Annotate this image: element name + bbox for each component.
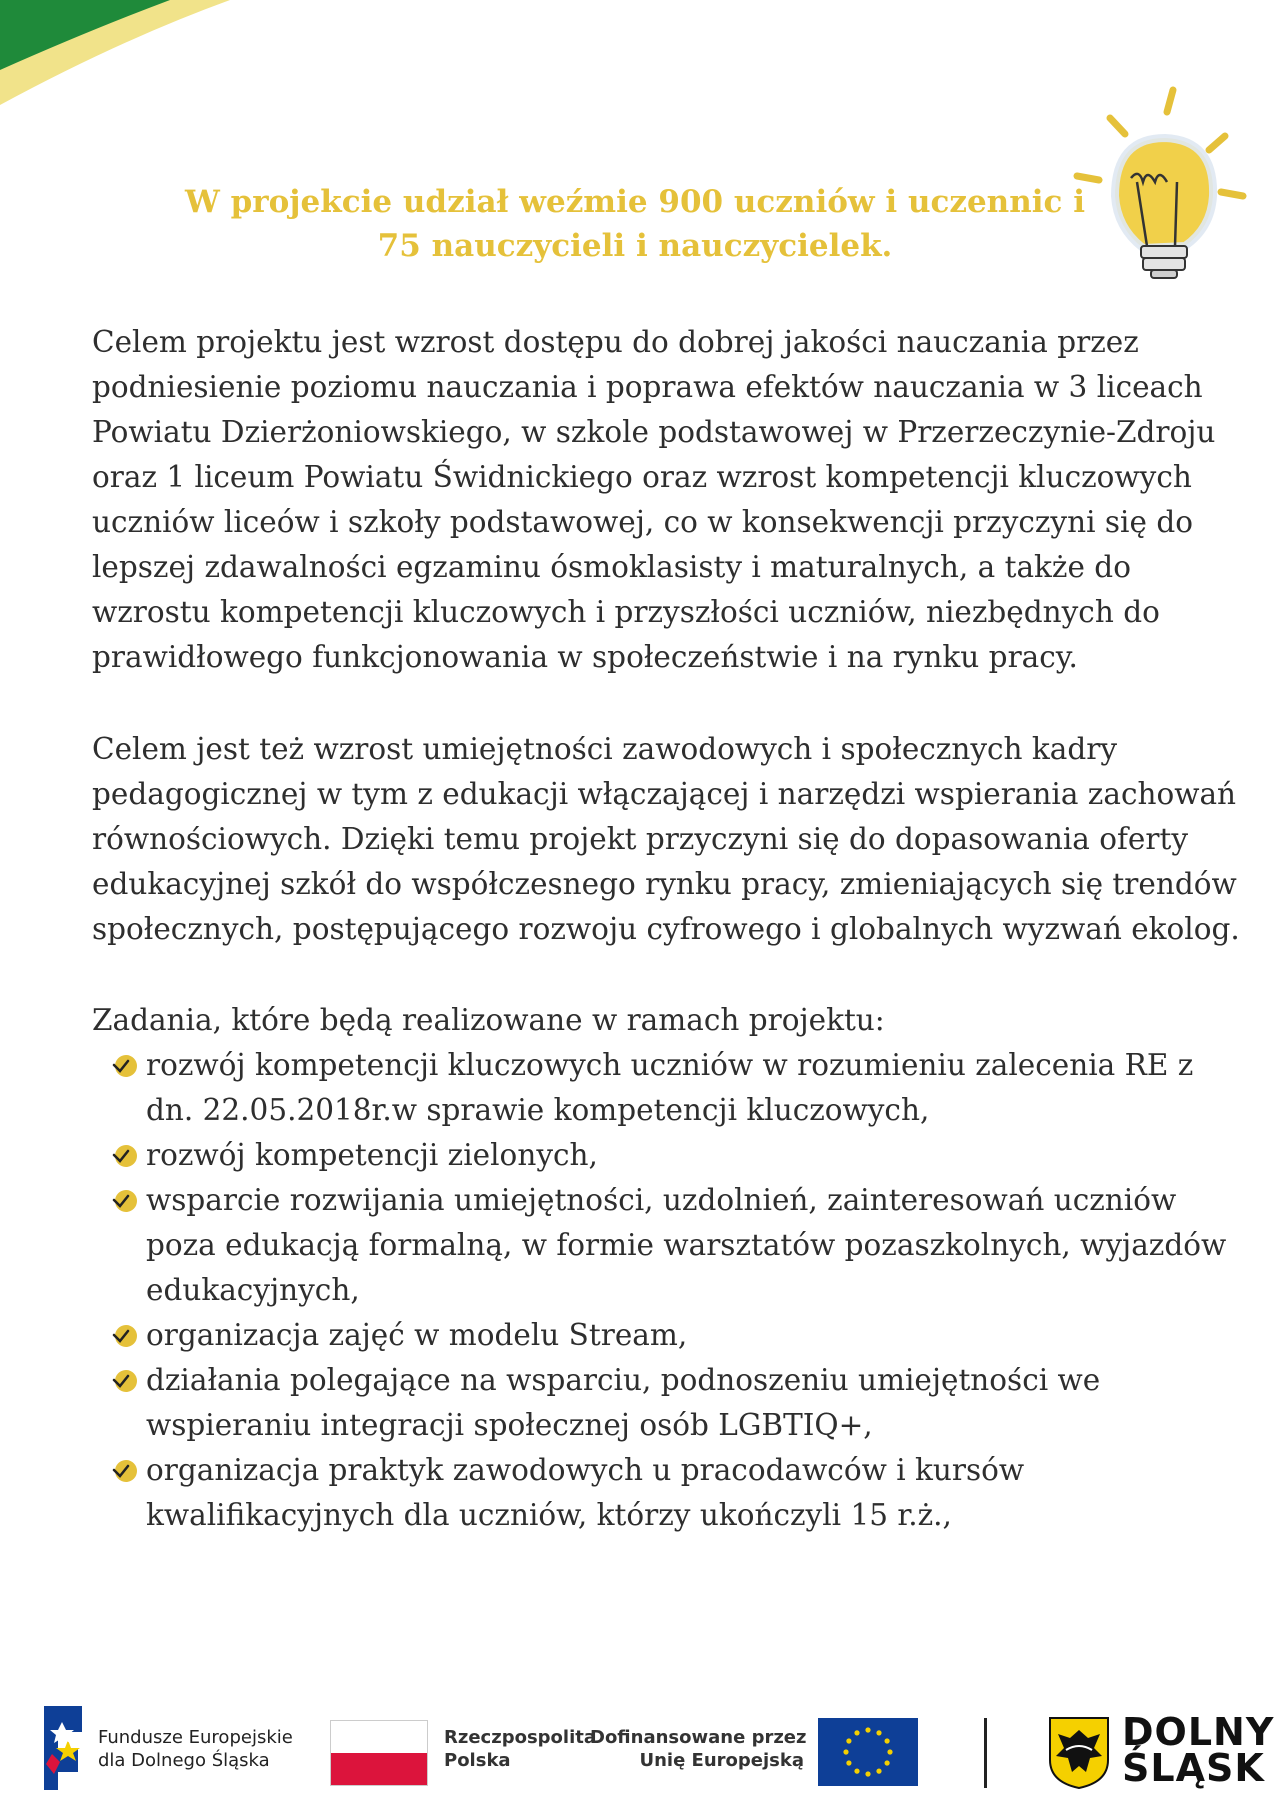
task-item [92,1178,1227,1313]
task-line: poza edukacją formalną, w formie warsztatów pozaszkolnych, wyjazdów [146,1228,1227,1262]
eu-star-icon [885,1738,890,1743]
task-item [92,1313,1212,1358]
paragraph-line: prawidłowego funkcjonowania w społeczeństwie i na rynku pracy. [92,640,1078,674]
paragraph-line: pedagogicznej w tym z edukacji włączającej i narzędzi wspierania zachowań [92,777,1237,811]
task-line: edukacyjnych, [146,1273,360,1307]
european-funds-label [98,1726,293,1772]
eu-flag-icon [818,1718,918,1786]
paragraph-line: podniesienie poziomu nauczania i poprawa efektów nauczania w 3 liceach [92,370,1203,404]
check-bullet-icon [112,1053,138,1079]
tasks-intro: Zadania, które będą realizowane w ramach projektu: [92,1003,885,1037]
eu-star-icon [885,1760,890,1765]
paragraph-goal [92,320,1216,680]
paragraph-line: Celem projektu jest wzrost dostępu do dobrej jakości nauczania przez [92,325,1139,359]
task-line: organizacja praktyk zawodowych u pracodawców i kursów [146,1453,1025,1487]
eu-line: Unię Europejską [639,1750,804,1771]
eu-star-icon [843,1749,848,1754]
task-line: wspieraniu integracji społecznej osób LGBTIQ+, [146,1408,873,1442]
paragraph-line: społecznych, postępującego rozwoju cyfrowego i globalnych wyzwań ekolog. [92,912,1240,946]
paragraph-skills [92,727,1240,952]
task-line: dn. 22.05.2018r.w sprawie kompetencji kluczowych, [146,1093,930,1127]
paragraph-line: oraz 1 liceum Powiatu Świdnickiego oraz wzrost kompetencji kluczowych [92,460,1192,494]
paragraph-line: lepszej zdawalności egzaminu ósmoklasisty i maturalnych, a także do [92,550,1131,584]
eu-star-icon [854,1730,859,1735]
task-line: kwalifikacyjnych dla uczniów, którzy ukończyli 15 r.ż., [146,1498,952,1532]
eu-star-icon [846,1738,851,1743]
check-bullet-icon [112,1458,138,1484]
task-line: rozwój kompetencji kluczowych uczniów w rozumieniu zalecenia RE z [146,1048,1194,1082]
task-item [92,1448,1212,1538]
eu-star-icon [846,1760,851,1765]
wordmark-line: ŚLĄSK [1122,1746,1265,1790]
tasks-list [92,1043,1227,1538]
tasks-section [92,998,1227,1538]
eu-line: Dofinansowane przez [590,1727,807,1748]
paragraph-line: uczniów liceów i szkoły podstawowej, co w konsekwencji przyczyni się do [92,505,1193,539]
paragraph-line: Powiatu Dzierżoniowskiego, w szkole podstawowej w Przerzeczynie-Zdroju [92,415,1216,449]
eu-star-icon [876,1769,881,1774]
poland-line: Rzeczpospolita [444,1727,596,1748]
paragraph-line: Celem jest też wzrost umiejętności zawodowych i społecznych kadry [92,732,1118,766]
headline-line: W projekcie udział weźmie 900 uczniów i uczennic i [185,184,1085,220]
check-bullet-icon [112,1188,138,1214]
task-line: wsparcie rozwijania umiejętności, uzdolnień, zainteresowań uczniów [146,1183,1177,1217]
task-item [92,1043,1212,1133]
footer-logos [0,1690,1280,1800]
poland-line: Polska [444,1750,511,1771]
paragraph-line: równościowych. Dzięki temu projekt przyczyni się do dopasowania oferty [92,822,1188,856]
check-bullet-icon [112,1368,138,1394]
task-line: rozwój kompetencji zielonych, [146,1138,598,1172]
eu-star-icon [887,1749,892,1754]
task-item [92,1133,1212,1178]
eu-star-icon [854,1769,859,1774]
corner-decoration [0,0,260,120]
task-line: organizacja zajęć w modelu Stream, [146,1318,688,1352]
poland-flag-icon [330,1720,428,1786]
check-bullet-icon [112,1323,138,1349]
lower-silesia-crest-icon [1048,1716,1110,1790]
lower-silesia-wordmark [1122,1710,1275,1790]
headline [180,180,1090,268]
task-item [92,1358,1212,1448]
european-funds-logo-icon [38,1702,88,1794]
task-line: działania polegające na wsparciu, podnoszeniu umiejętności we [146,1363,1101,1397]
poland-label [444,1726,596,1772]
eu-label [590,1726,807,1772]
wordmark-line: DOLNY [1122,1710,1275,1754]
headline-line: 75 nauczycieli i nauczycielek. [377,228,893,264]
eu-star-icon [876,1730,881,1735]
eu-star-icon [865,1727,870,1732]
paragraph-line: wzrostu kompetencji kluczowych i przyszłości uczniów, niezbędnych do [92,595,1160,629]
paragraph-line: edukacyjnej szkół do współczesnego rynku pracy, zmieniających się trendów [92,867,1237,901]
divider [984,1718,987,1788]
check-bullet-icon [112,1143,138,1169]
european-funds-line: Fundusze Europejskie [98,1727,293,1748]
eu-star-icon [865,1771,870,1776]
european-funds-line: dla Dolnego Śląska [98,1750,270,1771]
